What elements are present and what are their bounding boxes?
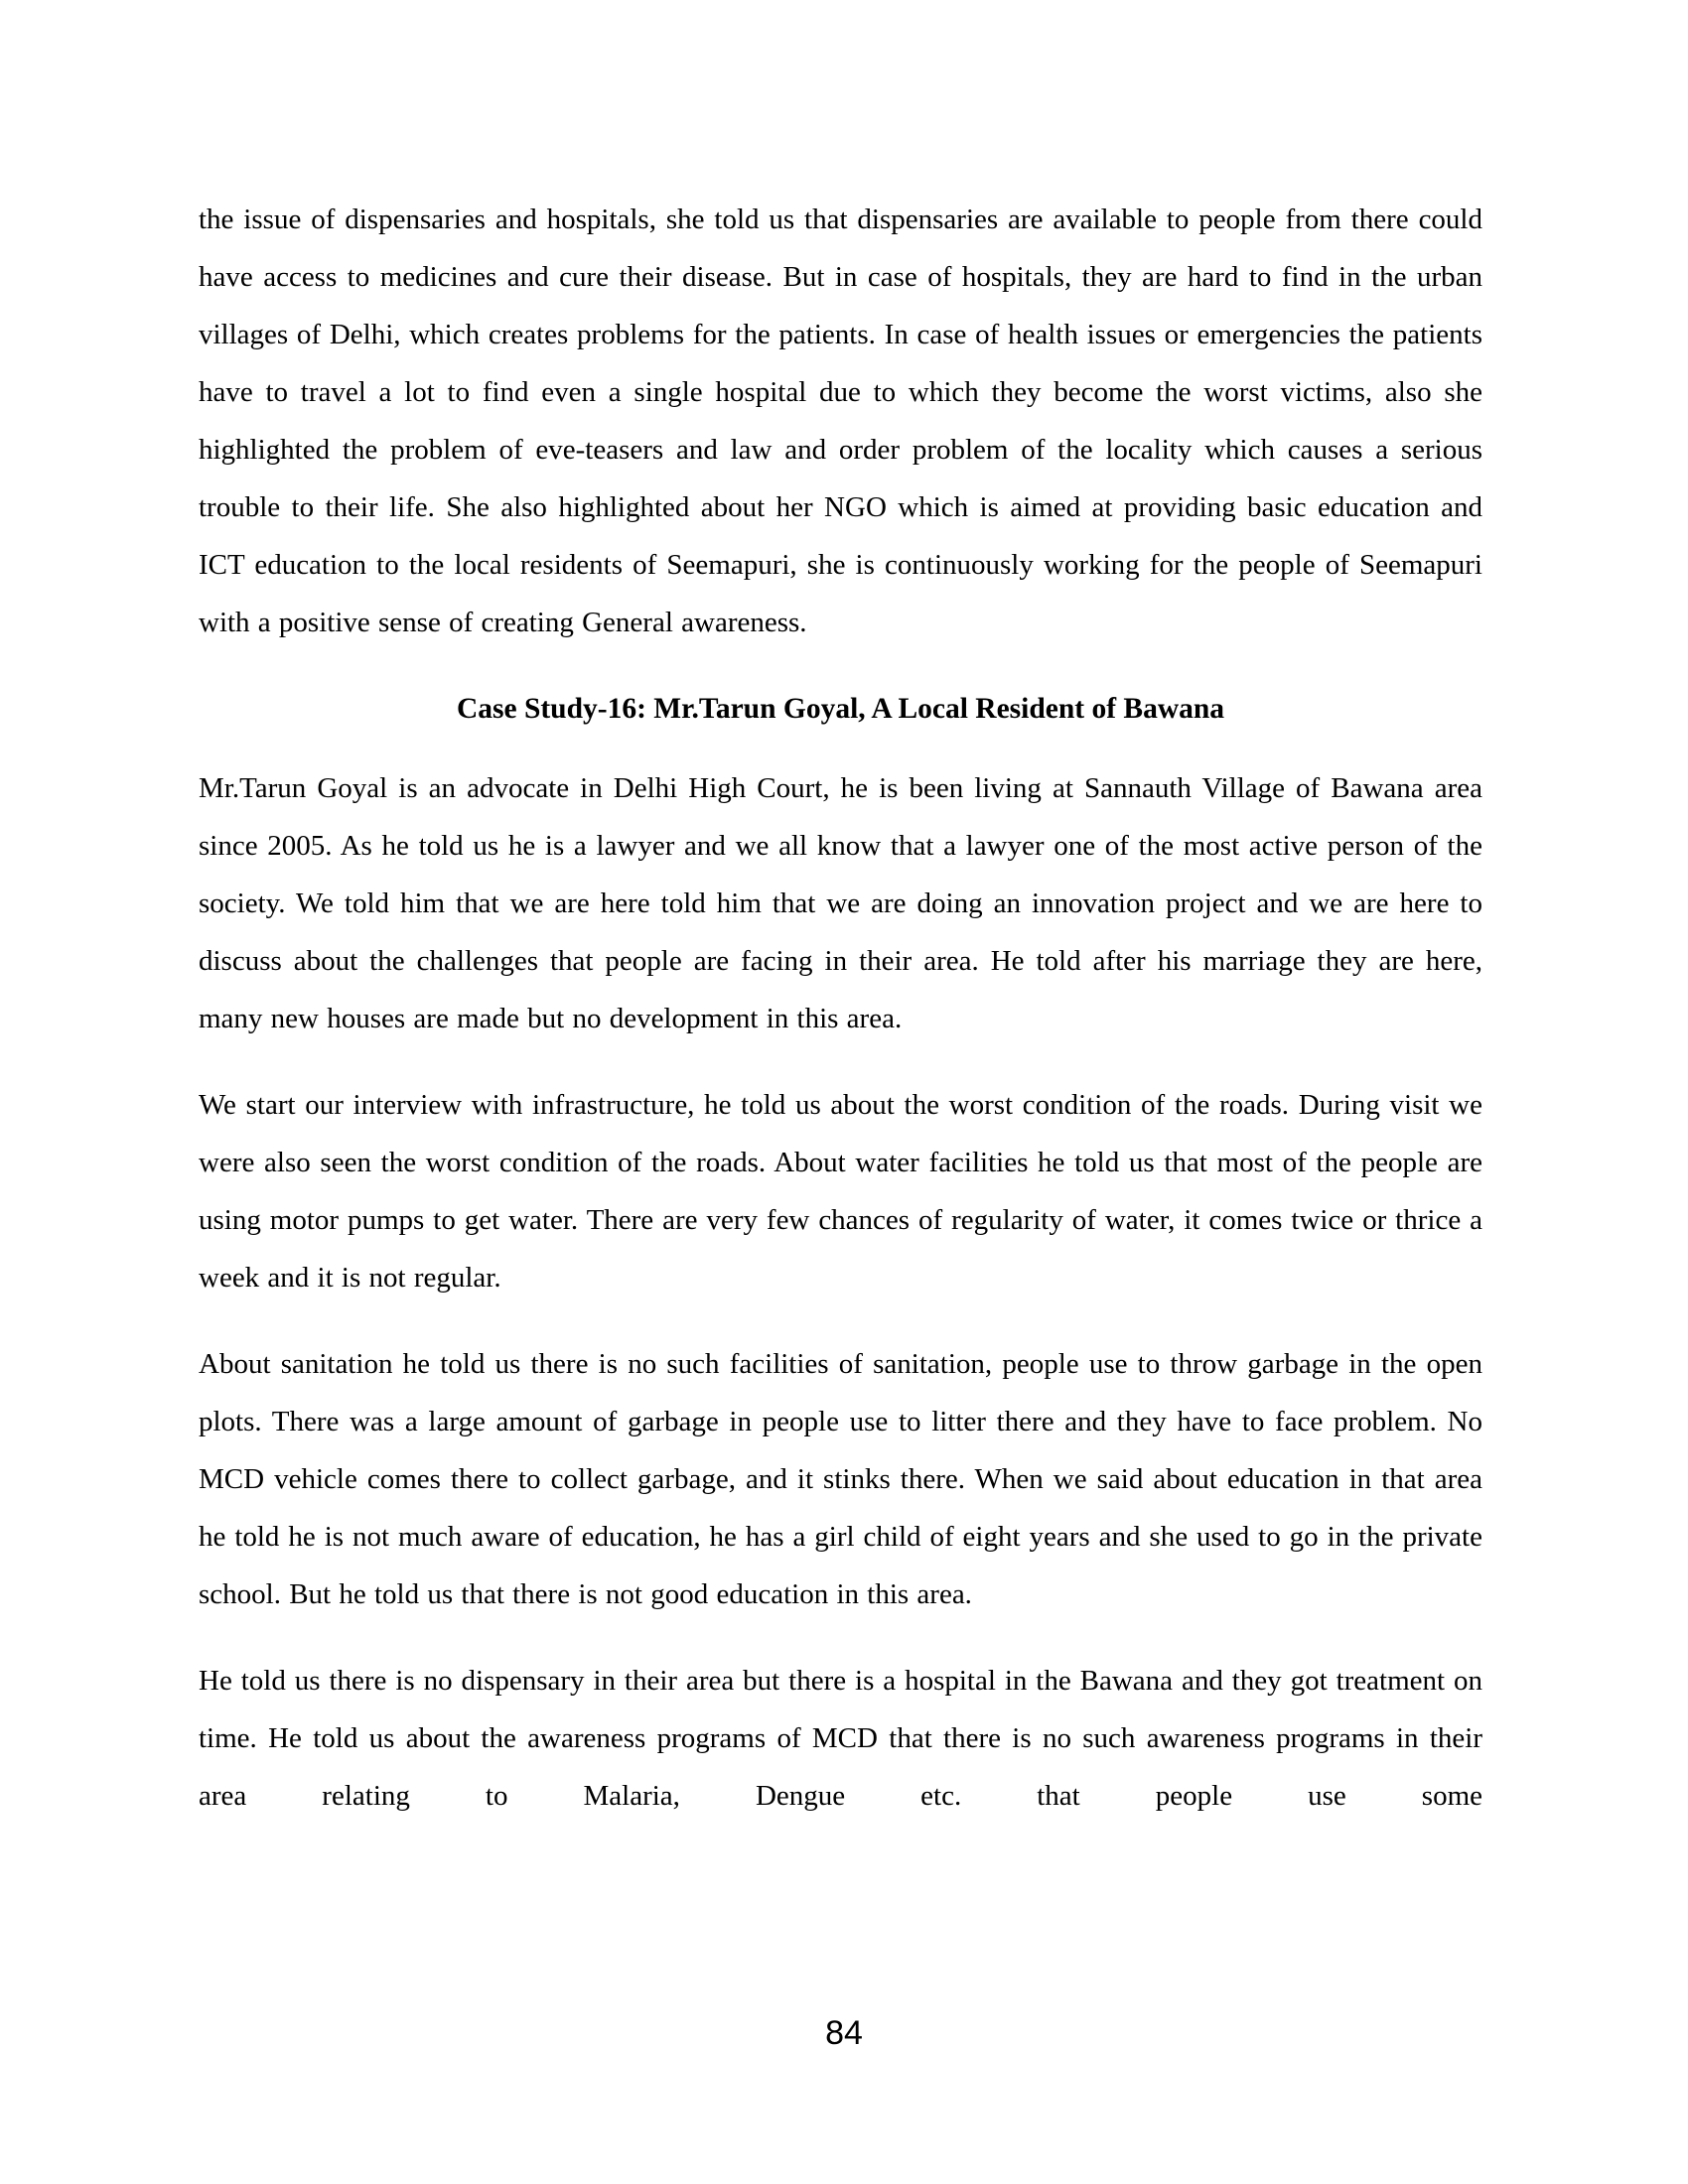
page-content	[199, 191, 1482, 1853]
paragraph-seemapuri-continuation: the issue of dispensaries and hospitals, she told us that dispensaries are available to people from there could have access to medicines and cure their disease. But in case of hospitals, they are hard to find in the urban villages of Delhi, which creates problems for the patients. In case of health issues or emergencies the patients have to travel a lot to find even a single hospital due to which they become the worst victims, also she highlighted the problem of eve-teasers and law and order problem of the locality which causes a serious trouble to their life. She also highlighted about her NGO which is aimed at providing basic education and ICT education to the local residents of Seemapuri, she is continuously working for the people of Seemapuri with a positive sense of creating General awareness.	[199, 204, 1482, 638]
paragraph-dispensary-awareness: He told us there is no dispensary in their area but there is a hospital in the Bawana and they got treatment on time. He told us about the awareness programs of MCD that there is no such awareness programs in their area relating to Malaria, Dengue etc. that people use some	[199, 1665, 1482, 1812]
paragraph-infrastructure-water: We start our interview with infrastructure, he told us about the worst condition of the roads. During visit we were also seen the worst condition of the roads. About water facilities he told us that most of the people are using motor pumps to get water. There are very few chances of regularity of water, it comes twice or thrice a week and it is not regular.	[199, 1089, 1482, 1294]
case-study-heading: Case Study-16: Mr.Tarun Goyal, A Local Resident of Bawana	[456, 693, 1225, 725]
paragraph-sanitation-education: About sanitation he told us there is no such facilities of sanitation, people use to throw garbage in the open plots. There was a large amount of garbage in people use to litter there and they have to face problem. No MCD vehicle comes there to collect garbage, and it stinks there. When we said about education in that area he told he is not much aware of education, he has a girl child of eight years and she used to go in the private school. But he told us that there is not good education in this area.	[199, 1348, 1482, 1610]
paragraph-tarun-goyal-intro: Mr.Tarun Goyal is an advocate in Delhi High Court, he is been living at Sannauth Village of Bawana area since 2005. As he told us he is a lawyer and we all know that a lawyer one of the most active person of the society. We told him that we are here told him that we are doing an innovation project and we are here to discuss about the challenges that people are facing in their area. He told after his marriage they are here, many new houses are made but no development in this area.	[199, 772, 1482, 1034]
page-number: 84	[825, 2014, 863, 2052]
